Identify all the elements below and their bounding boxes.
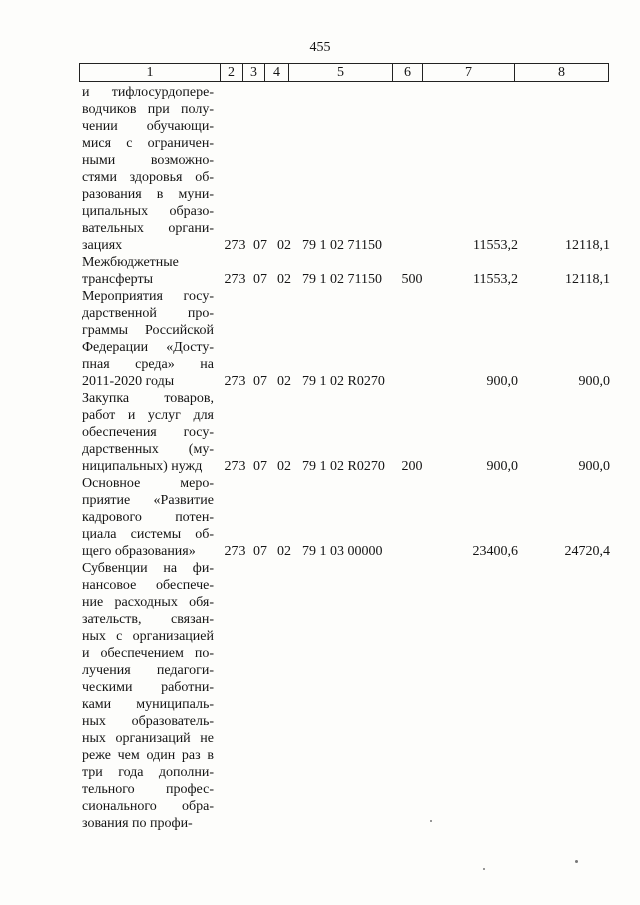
- subsection-code: 02: [277, 272, 291, 287]
- table-row: [0, 475, 640, 560]
- expense-type-code: 500: [401, 272, 423, 287]
- description-line: Закупка товаров,: [82, 391, 214, 406]
- description-line: Основное меро-: [82, 476, 214, 491]
- section-code: 07: [253, 238, 267, 253]
- description-line: мися с ограничен-: [82, 136, 214, 151]
- column-header-6: 6: [393, 64, 423, 82]
- description-line: ных с организацией: [82, 629, 214, 644]
- description-line: циала системы об-: [82, 527, 214, 542]
- target-article-code: 79 1 02 71150: [302, 272, 382, 287]
- subsection-code: 02: [277, 544, 291, 559]
- description-line: тельного профес-: [82, 782, 214, 797]
- description-line: пная среда» на: [82, 357, 214, 372]
- description-line: кадрового потен-: [82, 510, 214, 525]
- subsection-code: 02: [277, 238, 291, 253]
- description-line: щего образования»: [82, 544, 196, 559]
- scan-speck: [575, 860, 578, 863]
- section-code: 07: [253, 544, 267, 559]
- page-number: 455: [309, 40, 331, 55]
- description-line: зования по профи-: [82, 816, 193, 831]
- amount-year-2: 900,0: [578, 459, 610, 474]
- target-article-code: 79 1 02 71150: [302, 238, 382, 253]
- description-line: обеспечения госу-: [82, 425, 214, 440]
- description-line: реже чем один раз в: [82, 748, 214, 763]
- row-description: [82, 254, 214, 288]
- description-line: сионального обра-: [82, 799, 214, 814]
- column-header-5: 5: [289, 64, 393, 82]
- description-line: нансовое обеспече-: [82, 578, 214, 593]
- description-line: стями здоровья об-: [82, 170, 214, 185]
- table-row: [0, 254, 640, 288]
- ministry-code: 273: [224, 544, 246, 559]
- row-description: [82, 475, 214, 560]
- row-description: [82, 390, 214, 475]
- target-article-code: 79 1 02 R0270: [302, 374, 385, 389]
- description-line: три года дополни-: [82, 765, 214, 780]
- column-header-1: 1: [80, 64, 221, 82]
- description-line: 2011-2020 годы: [82, 374, 175, 389]
- amount-year-1: 23400,6: [472, 544, 518, 559]
- section-code: 07: [253, 459, 267, 474]
- amount-year-1: 11553,2: [473, 272, 518, 287]
- description-line: работ и услуг для: [82, 408, 214, 423]
- section-code: 07: [253, 272, 267, 287]
- description-line: Мероприятия госу-: [82, 289, 214, 304]
- row-description: [82, 84, 214, 254]
- description-line: и обеспечением по-: [82, 646, 214, 661]
- description-line: ками муниципаль-: [82, 697, 214, 712]
- column-header-row: [80, 64, 609, 82]
- description-line: и тифлосурдопере-: [82, 85, 214, 100]
- description-line: водчиков при полу-: [82, 102, 214, 117]
- amount-year-2: 12118,1: [565, 238, 610, 253]
- description-line: лучения педагоги-: [82, 663, 214, 678]
- description-line: ниципальных) нужд: [82, 459, 203, 474]
- amount-year-1: 900,0: [486, 459, 518, 474]
- scan-speck: [483, 868, 485, 870]
- description-line: вательных органи-: [82, 221, 214, 236]
- column-header-2: 2: [221, 64, 243, 82]
- ministry-code: 273: [224, 459, 246, 474]
- description-line: ных организаций не: [82, 731, 214, 746]
- table-row: [0, 288, 640, 390]
- description-line: ных образователь-: [82, 714, 214, 729]
- table-row: [0, 560, 640, 832]
- amount-year-2: 900,0: [578, 374, 610, 389]
- description-line: Субвенции на фи-: [82, 561, 214, 576]
- table-row: [0, 84, 640, 254]
- description-line: ние расходных обя-: [82, 595, 214, 610]
- ministry-code: 273: [224, 374, 246, 389]
- scan-speck: [430, 820, 432, 822]
- description-line: ческими работни-: [82, 680, 214, 695]
- description-line: приятие «Развитие: [82, 493, 214, 508]
- subsection-code: 02: [277, 459, 291, 474]
- column-header-7: 7: [423, 64, 515, 82]
- description-line: Федерации «Досту-: [82, 340, 214, 355]
- description-line: зательств, связан-: [82, 612, 214, 627]
- column-header-4: 4: [265, 64, 289, 82]
- description-line: чении обучающи-: [82, 119, 214, 134]
- table-row: [0, 390, 640, 475]
- row-description: [82, 288, 214, 390]
- amount-year-2: 24720,4: [564, 544, 610, 559]
- target-article-code: 79 1 03 00000: [302, 544, 383, 559]
- amount-year-2: 12118,1: [565, 272, 610, 287]
- description-line: ципальных образо-: [82, 204, 214, 219]
- column-header-3: 3: [243, 64, 265, 82]
- description-line: дарственных (му-: [82, 442, 214, 457]
- description-line: ными возможно-: [82, 153, 214, 168]
- target-article-code: 79 1 02 R0270: [302, 459, 385, 474]
- column-header-8: 8: [515, 64, 609, 82]
- description-line: разования в муни-: [82, 187, 214, 202]
- amount-year-1: 900,0: [486, 374, 518, 389]
- description-line: зациях: [82, 238, 123, 253]
- row-description: [82, 560, 214, 832]
- ministry-code: 273: [224, 272, 246, 287]
- ministry-code: 273: [224, 238, 246, 253]
- description-line: трансферты: [82, 272, 154, 287]
- amount-year-1: 11553,2: [473, 238, 518, 253]
- column-header-table: [79, 63, 609, 82]
- subsection-code: 02: [277, 374, 291, 389]
- description-line: дарственной про-: [82, 306, 214, 321]
- description-line: Межбюджетные: [82, 255, 179, 270]
- description-line: граммы Российской: [82, 323, 214, 338]
- section-code: 07: [253, 374, 267, 389]
- expense-type-code: 200: [401, 459, 423, 474]
